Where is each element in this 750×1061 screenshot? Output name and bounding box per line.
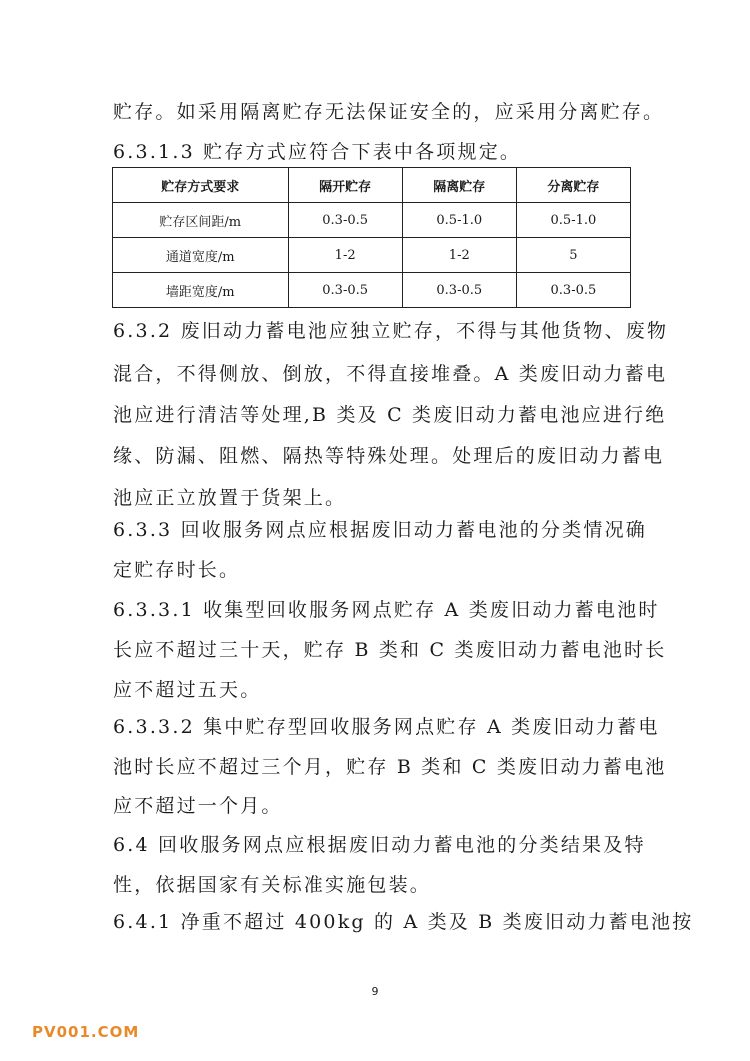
table-cell: 1-2: [288, 238, 402, 273]
page-number: 9: [371, 985, 379, 998]
paragraph-line: 长应不超过三十天，贮存 B 类和 C 类废旧动力蓄电池时长: [113, 639, 667, 661]
table-cell: 1-2: [402, 238, 516, 273]
table-header-cell: 分离贮存: [516, 168, 630, 203]
paragraph-line: 缘、防漏、阻燃、隔热等特殊处理。处理后的废旧动力蓄电: [113, 445, 665, 467]
table-cell: 墙距宽度/m: [113, 273, 289, 308]
table-cell: 0.3-0.5: [516, 273, 630, 308]
table-header-cell: 隔离贮存: [402, 168, 516, 203]
clause-heading: 6.3.1.3 贮存方式应符合下表中各项规定。: [113, 141, 522, 163]
table-cell: 0.3-0.5: [288, 273, 402, 308]
table-header-cell: 贮存方式要求: [113, 168, 289, 203]
paragraph-line: 池应正立放置于货架上。: [113, 487, 347, 509]
paragraph-line: 定贮存时长。: [113, 559, 241, 581]
paragraph-line: 池应进行清洁等处理,B 类及 C 类废旧动力蓄电池应进行绝: [113, 404, 667, 426]
paragraph-line: 6.3.2 废旧动力蓄电池应独立贮存，不得与其他货物、废物: [113, 320, 669, 342]
watermark-logo: PV001.COM: [32, 1023, 140, 1041]
table-cell: 0.3-0.5: [402, 273, 516, 308]
table-header-row: [113, 168, 631, 203]
paragraph-line: 6.3.3.1 收集型回收服务网点贮存 A 类废旧动力蓄电池时: [113, 599, 660, 621]
table-cell: 通道宽度/m: [113, 238, 289, 273]
storage-requirements-table: [112, 167, 631, 308]
table-cell: 0.3-0.5: [288, 203, 402, 238]
paragraph-line: 池时长应不超过三个月，贮存 B 类和 C 类废旧动力蓄电池: [113, 756, 667, 778]
table-cell: 0.5-1.0: [402, 203, 516, 238]
paragraph-line: 性，依据国家有关标准实施包装。: [113, 874, 432, 896]
paragraph-line: 贮存。如采用隔离贮存无法保证安全的，应采用分离贮存。: [113, 101, 665, 123]
paragraph-line: 应不超过一个月。: [113, 795, 283, 817]
table-row: [113, 273, 631, 308]
paragraph-line: 6.4 回收服务网点应根据废旧动力蓄电池的分类结果及特: [113, 834, 646, 856]
table-cell: 5: [516, 238, 630, 273]
table-cell: 0.5-1.0: [516, 203, 630, 238]
paragraph-line: 应不超过五天。: [113, 679, 262, 701]
table-row: [113, 203, 631, 238]
table-row: [113, 238, 631, 273]
paragraph-line: 6.3.3 回收服务网点应根据废旧动力蓄电池的分类情况确: [113, 519, 647, 541]
table-cell: 贮存区间距/m: [113, 203, 289, 238]
paragraph-line: 6.3.3.2 集中贮存型回收服务网点贮存 A 类废旧动力蓄电: [113, 716, 660, 738]
paragraph-line: 6.4.1 净重不超过 400kg 的 A 类及 B 类废旧动力蓄电池按: [113, 911, 694, 933]
paragraph-line: 混合，不得侧放、倒放，不得直接堆叠。A 类废旧动力蓄电: [113, 363, 668, 385]
table-header-cell: 隔开贮存: [288, 168, 402, 203]
